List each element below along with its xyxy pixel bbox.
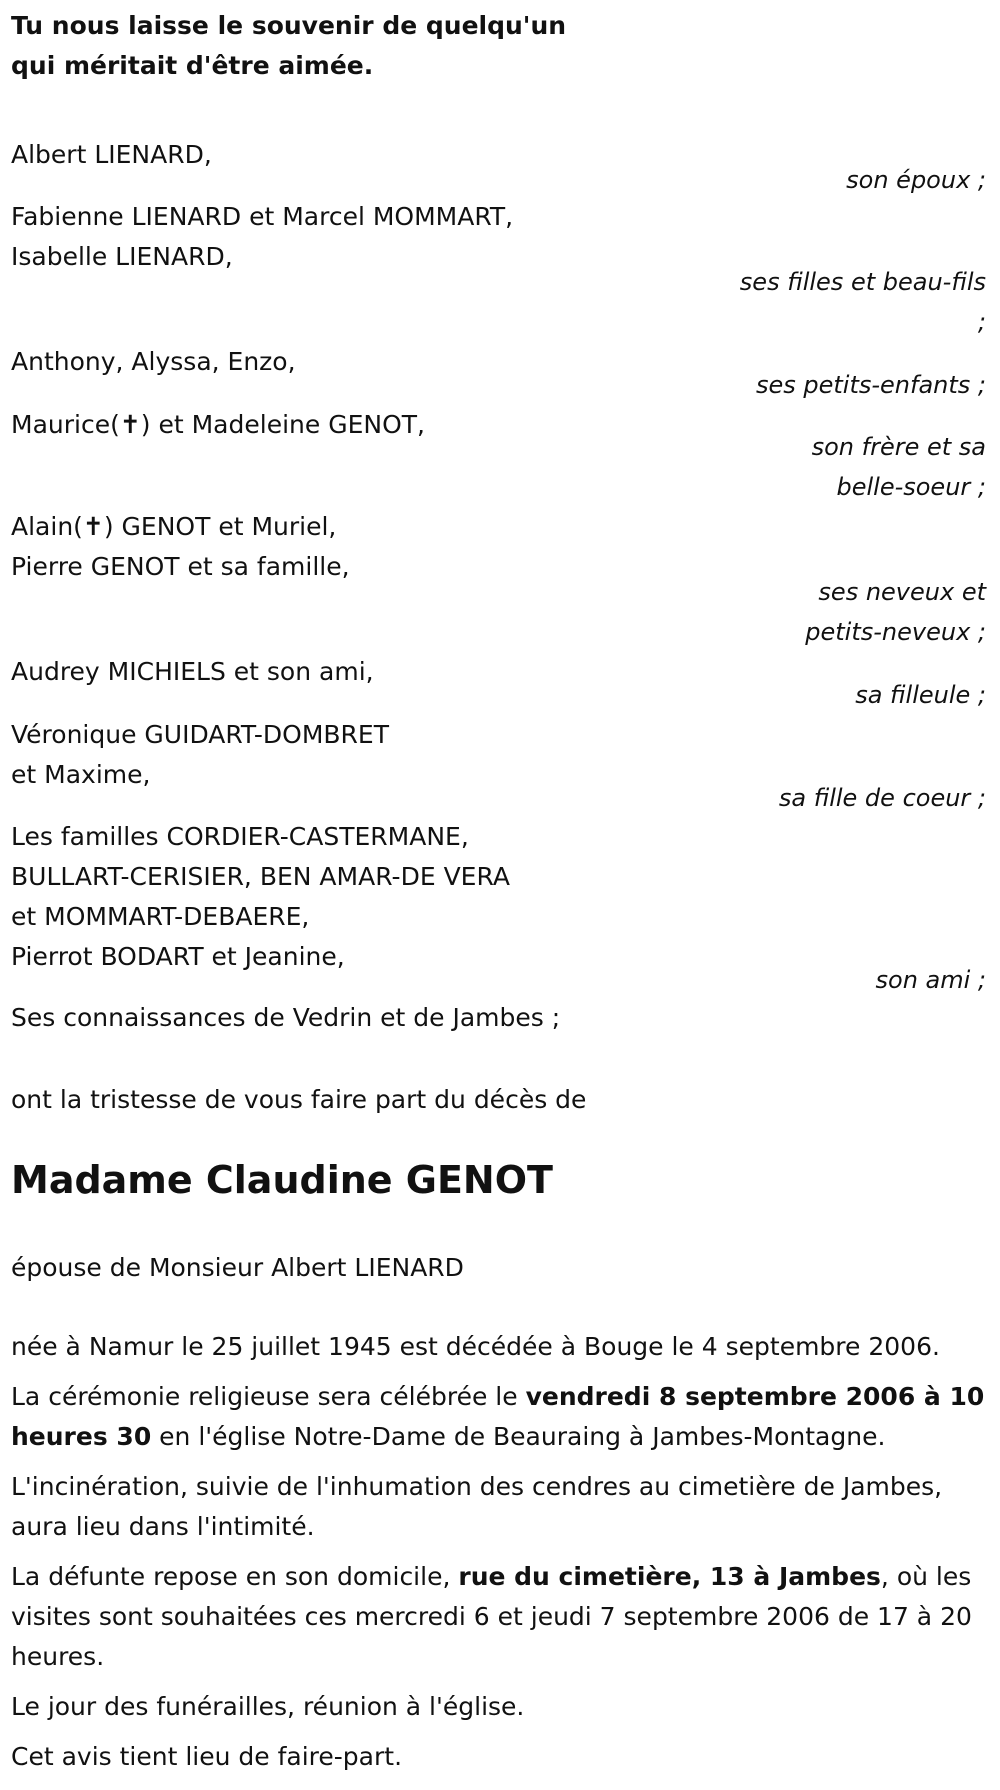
family-role bbox=[686, 365, 986, 405]
family-role bbox=[686, 160, 986, 200]
family-role bbox=[686, 675, 986, 715]
spouse-line: épouse de Monsieur Albert LIENARD bbox=[11, 1253, 464, 1282]
epigraph-line: qui méritait d'être aimée. bbox=[11, 51, 374, 80]
family-name-line: Fabienne LIENARD et Marcel MOMMART, bbox=[11, 202, 514, 231]
family-role-line: sa filleule ; bbox=[855, 681, 986, 709]
ceremony-text: La cérémonie religieuse sera célébrée le bbox=[11, 1382, 526, 1411]
family-role-line: petits-neveux ; bbox=[805, 618, 986, 646]
family-entry bbox=[11, 405, 425, 445]
family-name-line: Pierrot BODART et Jeanine, bbox=[11, 942, 345, 971]
family-name-line: et Maxime, bbox=[11, 760, 151, 789]
family-name-line: et MOMMART-DEBAERE, bbox=[11, 902, 310, 931]
ceremony-paragraph bbox=[11, 1377, 996, 1457]
family-name-line: Maurice(✝) et Madeleine GENOT, bbox=[11, 410, 425, 439]
family-role bbox=[686, 778, 986, 818]
family-name-line: Anthony, Alyssa, Enzo, bbox=[11, 347, 296, 376]
family-entry bbox=[11, 998, 560, 1038]
family-entry bbox=[11, 507, 350, 587]
ceremony-date: vendredi 8 septembre 2006 à 10 heures 30 bbox=[11, 1382, 985, 1451]
family-role-line: ses petits-enfants ; bbox=[755, 371, 986, 399]
family-role bbox=[686, 960, 986, 1000]
family-role-line: ; bbox=[977, 308, 986, 336]
cremation-paragraph: L'incinération, suivie de l'inhumation des cendres au cimetière de Jambes, aura lieu dans l'intimité. bbox=[11, 1472, 943, 1541]
family-name-line: BULLART-CERISIER, BEN AMAR-DE VERA bbox=[11, 862, 510, 891]
birth-death-paragraph: née à Namur le 25 juillet 1945 est décédée à Bouge le 4 septembre 2006. bbox=[11, 1332, 940, 1361]
family-role-line: sa fille de coeur ; bbox=[778, 784, 986, 812]
meeting-paragraph: Le jour des funérailles, réunion à l'église. bbox=[11, 1692, 525, 1721]
family-entry bbox=[11, 342, 296, 382]
family-entry bbox=[11, 135, 212, 175]
family-role-line: son frère et sa bbox=[811, 433, 986, 461]
family-name-line: Audrey MICHIELS et son ami, bbox=[11, 657, 374, 686]
epigraph-line: Tu nous laisse le souvenir de quelqu'un bbox=[11, 11, 567, 40]
deceased-name: Madame Claudine GENOT bbox=[11, 1158, 553, 1202]
family-role-line: belle-soeur ; bbox=[836, 473, 986, 501]
family-name-line: Isabelle LIENARD, bbox=[11, 242, 233, 271]
rest-paragraph bbox=[11, 1557, 996, 1677]
family-name-line: Les familles CORDIER-CASTERMANE, bbox=[11, 822, 469, 851]
epigraph bbox=[11, 6, 996, 86]
family-role bbox=[686, 427, 986, 507]
family-role-line: ses filles et beau-fils bbox=[739, 268, 986, 296]
family-role-line: son époux ; bbox=[846, 166, 986, 194]
ceremony-place: en l'église Notre-Dame de Beauraing à Jambes-Montagne. bbox=[151, 1422, 886, 1451]
family-entry bbox=[11, 652, 374, 692]
notice-paragraph: Cet avis tient lieu de faire-part. bbox=[11, 1742, 403, 1771]
family-entry bbox=[11, 817, 510, 977]
family-role-line: son ami ; bbox=[875, 966, 986, 994]
family-name-line: Alain(✝) GENOT et Muriel, bbox=[11, 512, 337, 541]
family-name-line: Albert LIENARD, bbox=[11, 140, 212, 169]
rest-text: La défunte repose en son domicile, bbox=[11, 1562, 459, 1591]
family-role bbox=[686, 262, 986, 342]
family-role-line: ses neveux et bbox=[818, 578, 986, 606]
family-role bbox=[686, 572, 986, 652]
family-name-line: Ses connaissances de Vedrin et de Jambes ; bbox=[11, 1003, 561, 1032]
announcement: ont la tristesse de vous faire part du décès de bbox=[11, 1085, 587, 1114]
family-entry bbox=[11, 197, 513, 277]
rest-visits: , où les visites sont souhaitées ces mercredi 6 et jeudi 7 septembre 2006 de 17 à 20 heures. bbox=[11, 1562, 972, 1671]
family-entry bbox=[11, 715, 389, 795]
family-name-line: Pierre GENOT et sa famille, bbox=[11, 552, 350, 581]
family-name-line: Véronique GUIDART-DOMBRET bbox=[11, 720, 389, 749]
rest-address: rue du cimetière, 13 à Jambes bbox=[458, 1562, 881, 1591]
